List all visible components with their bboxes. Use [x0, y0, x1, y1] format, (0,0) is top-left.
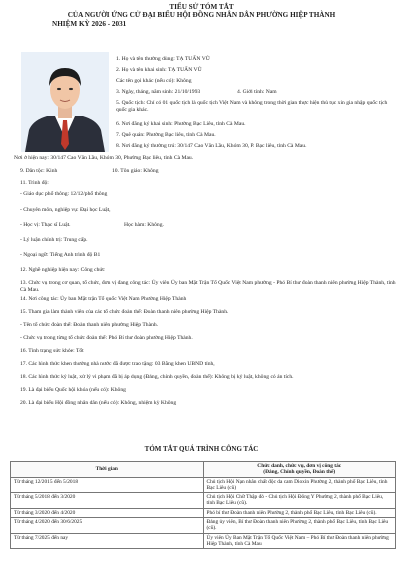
item-gender: 4. Giới tính: Nam	[237, 89, 277, 95]
table-row	[11, 518, 396, 534]
row-role: Ủy viên Ủy Ban Mặt Trận Tổ Quốc Việt Nam – Phó Bí thư Đoàn thanh niên phường Hiệp Thành, tỉnh Cà Mau	[203, 533, 396, 549]
table-row	[11, 493, 396, 509]
header-role-line-2: (Đảng, Chính quyền, Đoàn thể)	[263, 469, 336, 476]
table-row	[11, 477, 396, 493]
table-row	[11, 533, 396, 549]
item-academic-title: Học hàm: Không.	[124, 222, 164, 228]
row-period: Từ tháng 4/2020 đến 30/6/2025	[11, 518, 204, 534]
item-other-names: Các tên gọi khác (nếu có): Không	[116, 78, 192, 84]
candidate-portrait	[21, 52, 109, 152]
item-hometown: 7. Quê quán: Phường Bạc liêu, tỉnh Cà Mau.	[116, 132, 216, 138]
item-foreign-language: - Ngoại ngữ: Tiếng Anh trình độ B1	[20, 252, 101, 258]
row-period: Từ tháng 5/2018 đến 3/2020	[11, 493, 204, 509]
item-specialty: - Chuyên môn, nghiệp vụ: Đại học Luật,	[20, 207, 111, 213]
item-workplace: 14. Nơi công tác: Ủy ban Mặt trận Tổ quốc Việt Nam Phường Hiệp Thành	[20, 296, 187, 302]
table-header-row	[11, 462, 396, 478]
row-role: Phó bí thư Đoàn thanh niên Phường 2, thành phố Bạc Liêu, tỉnh Bạc Liêu (cũ).	[203, 508, 396, 517]
portrait-image	[21, 52, 109, 152]
item-general-education: - Giáo dục phổ thông: 12/12/phổ thông	[20, 191, 108, 197]
table-row	[11, 508, 396, 517]
item-permanent-address: 8. Nơi đăng ký thường trú: 30/147 Cao Văn Lầu, Khóm 30, P. Bạc liêu, tỉnh Cà Mau.	[116, 143, 307, 149]
item-ethnicity: 9. Dân tộc: Kinh	[20, 168, 58, 174]
item-national-assembly: 19. Là đại biểu Quốc hội khóa (nếu có): Không	[20, 387, 126, 393]
title-line-2: CỦA NGƯỜI ỨNG CỬ ĐẠI BIỂU HỘI ĐỒNG NHÂN DÂN PHƯỜNG HIỆP THÀNH	[67, 11, 336, 20]
item-organization-role: - Chức vụ trong từng tổ chức đoàn thể: Phó Bí thư đoàn phường Hiệp Thành.	[20, 335, 193, 341]
item-degree: - Học vị: Thạc sĩ Luật.	[20, 222, 71, 228]
item-current-position: 13. Chức vụ trong cơ quan, tổ chức, đơn vị đang công tác: Ủy viên Ủy ban Mặt Trận Tổ Quốc Việt Nam phường - Phó Bí thư đoàn thanh niên phường Hiệp Thành, tỉnh Cà Mau.	[20, 280, 396, 293]
work-history-title: TÓM TẮT QUÁ TRÌNH CÔNG TÁC	[144, 445, 259, 453]
header-role-line-1: Chức danh, chức vụ, đơn vị công tác	[257, 463, 342, 469]
item-peoples-council: 20. Là đại biểu Hội đồng nhân dân (nếu có): Không, nhiệm kỳ Không	[20, 400, 177, 406]
item-political-theory: - Lý luận chính trị: Trung cấp.	[20, 237, 88, 243]
item-birth-registration: 6. Nơi đăng ký khai sinh: Phường Bạc Liêu, tỉnh Cà Mau.	[116, 121, 246, 127]
row-period: Từ tháng 7/2025 đến nay	[11, 533, 204, 549]
row-role: Chủ tịch Hội Chữ Thập đỏ - Chủ tịch Hội Đông Y Phường 2, thành phố Bạc Liêu, tỉnh Bạc Liêu (cũ).	[203, 493, 396, 509]
item-religion: 10. Tôn giáo: Không	[112, 168, 159, 174]
work-history-table	[10, 461, 396, 549]
item-occupation: 12. Nghề nghiệp hiện nay: Công chức	[20, 267, 105, 273]
item-organization-name: - Tên tổ chức đoàn thể: Đoàn thanh niên phường Hiệp Thành.	[20, 322, 159, 328]
row-period: Từ tháng 3/2020 đến 4/2020	[11, 508, 204, 517]
item-organizations: 15. Tham gia làm thành viên của các tổ chức đoàn thể: Đoàn thanh niên phường Hiệp Thành.	[20, 309, 229, 315]
document-title	[0, 0, 403, 28]
item-birth-name: 2. Họ và tên khai sinh: TẠ TUẤN VŨ	[116, 67, 202, 73]
header-role	[203, 462, 396, 478]
title-line-1: TIỂU SỬ TÓM TẮT	[169, 3, 234, 11]
row-role: Chủ tịch Hội Nạn nhân chất độc da cam Dioxin Phường 2, thành phố Bạc Liêu, tỉnh Bạc Liêu (cũ)	[203, 477, 396, 493]
header-period: Thời gian	[11, 462, 204, 478]
item-discipline: 18. Các hình thức kỷ luật, xử lý vi phạm đã bị áp dụng (Đảng, chính quyền, đoàn thể): Không bị kỷ luật, không có án tích.	[20, 374, 294, 380]
title-line-3: NHIỆM KỲ 2026 - 2031	[52, 19, 127, 28]
item-health: 16. Tình trạng sức khỏe: Tốt	[20, 348, 84, 354]
item-common-name: 1. Họ và tên thường dùng: TẠ TUẤN VŨ	[116, 56, 210, 62]
row-role: Đảng ủy viên, Bí thư Đoàn thanh niên Phường 2, thành phố Bạc Liêu, tỉnh Bạc Liêu (cũ).	[203, 518, 396, 534]
item-qualifications: 11. Trình độ:	[20, 180, 49, 186]
item-current-residence: Nơi ở hiện nay: 30/147 Cao Văn Lầu, Khóm 30, Phường Bạc liêu, tỉnh Cà Mau.	[14, 155, 194, 161]
item-dob: 3. Ngày, tháng, năm sinh: 21/10/1993	[116, 89, 201, 95]
item-nationality: 5. Quốc tịch: Chỉ có 01 quốc tịch là quốc tịch Việt Nam và không trong thời gian thực hiện thủ tục xin gia nhập quốc tịch quốc gia khác.	[116, 100, 388, 113]
item-awards: 17. Các hình thức khen thưởng nhà nước đã được trao tặng: 03 Bằng khen UBND tỉnh,	[20, 361, 215, 367]
row-period: Từ tháng 12/2015 đến 5/2018	[11, 477, 204, 493]
